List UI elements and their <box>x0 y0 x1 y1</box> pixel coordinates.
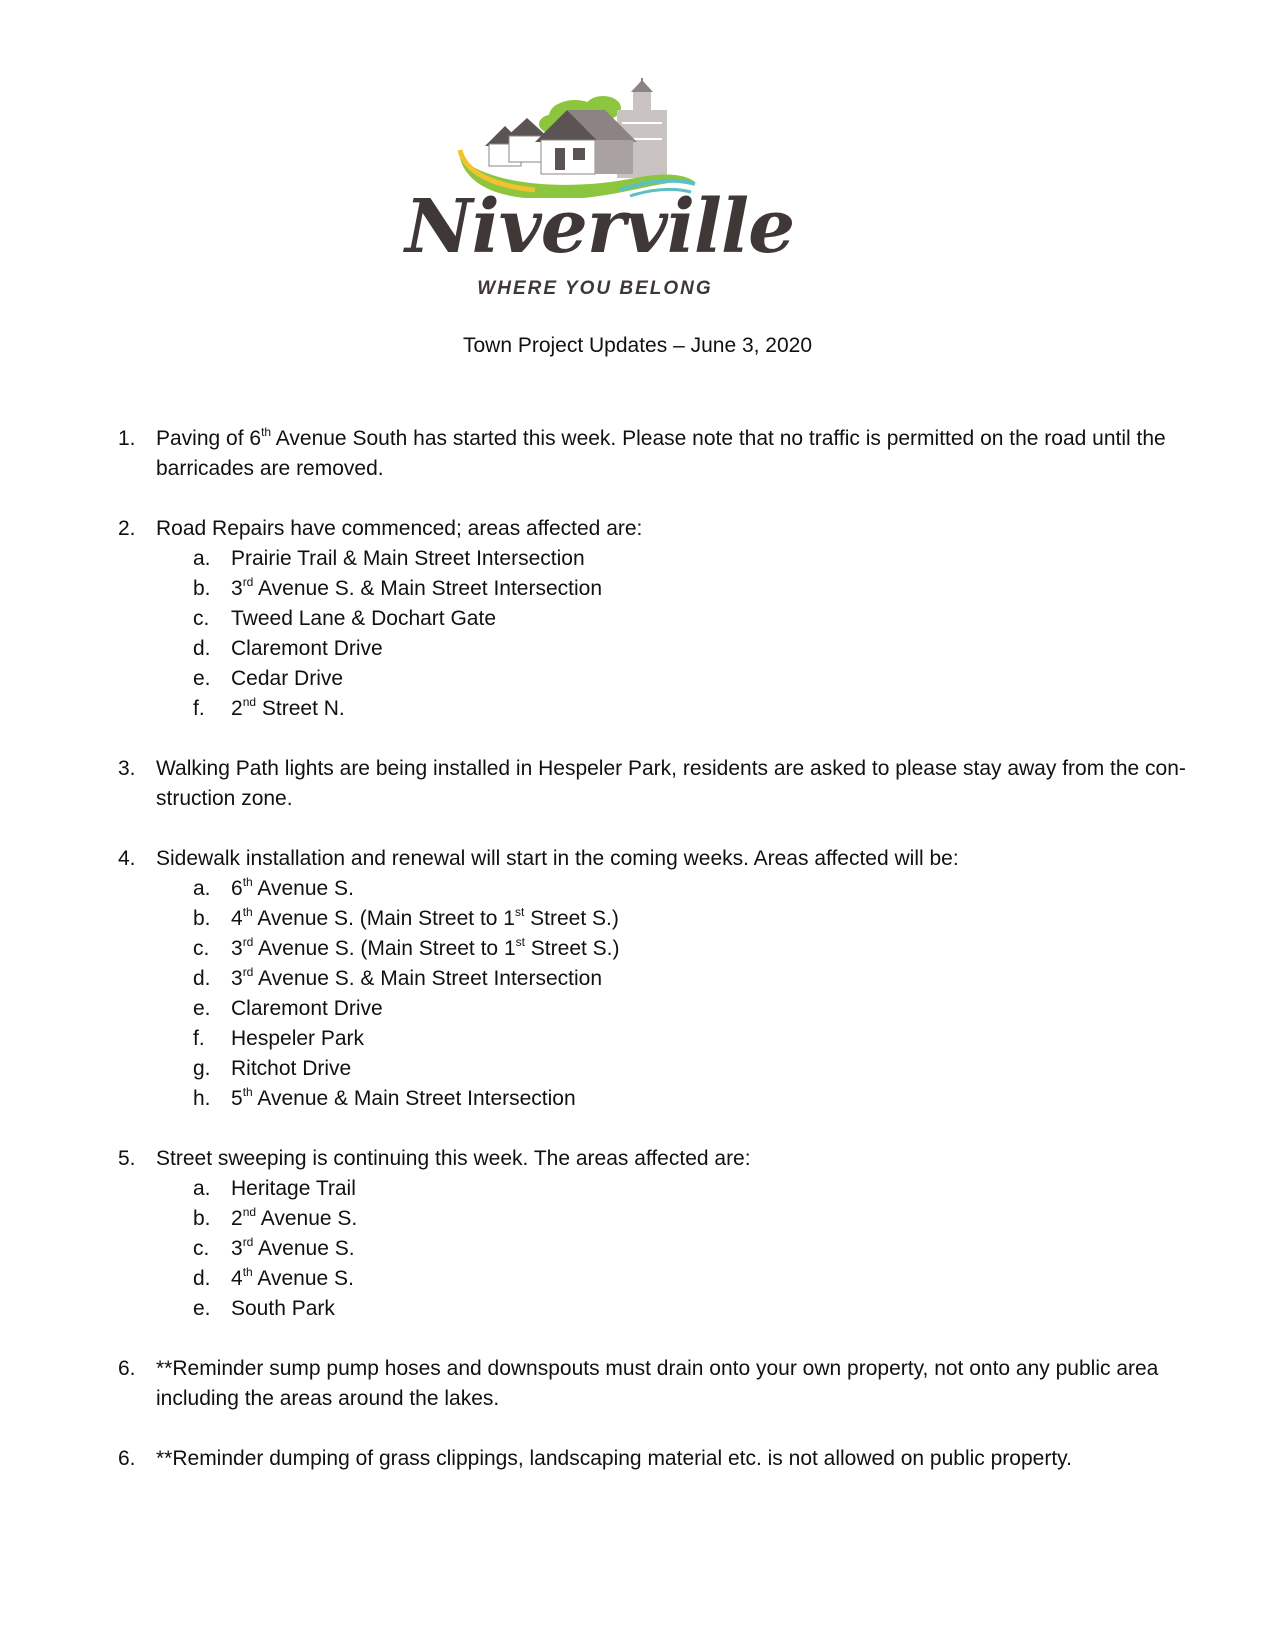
sub-item-text <box>231 877 354 900</box>
item-text-line: **Reminder dumping of grass clippings, landscaping material etc. is not allowed on public property. <box>156 1447 1072 1470</box>
ordinal-suffix: rd <box>242 575 254 589</box>
item-text-line: Sidewalk installation and renewal will start in the coming weeks. Areas affected will be: <box>156 847 959 870</box>
text-segment: Claremont Drive <box>231 637 383 660</box>
item-text-line: Road Repairs have commenced; areas affected are: <box>156 517 643 540</box>
ordinal-suffix: st <box>515 935 525 949</box>
text-segment: 3 <box>231 967 243 990</box>
text-segment: 3 <box>231 577 243 600</box>
item-number: 2. <box>118 517 136 540</box>
item-number: 4. <box>118 847 136 870</box>
item-number: 6. <box>118 1357 136 1380</box>
page-title: Town Project Updates – June 3, 2020 <box>462 334 813 357</box>
ordinal-suffix: st <box>514 905 525 919</box>
text-segment: Cedar Drive <box>231 667 344 690</box>
list-spacer <box>118 1324 1188 1354</box>
ordinal-suffix: rd <box>242 965 254 979</box>
text-segment: Heritage Trail <box>231 1177 356 1200</box>
item-text-continuation: barricades are removed. <box>156 457 384 480</box>
ordinal-suffix: th <box>242 905 253 919</box>
sub-item <box>118 994 1188 1024</box>
sub-item-letter: c. <box>193 1237 210 1260</box>
item-text-line: Walking Path lights are being installed in Hespeler Park, residents are asked to please stay away from the con- <box>156 757 1186 780</box>
sub-item-letter: c. <box>193 937 210 960</box>
ordinal-suffix: th <box>242 1265 253 1279</box>
text-segment: Avenue S. (Main Street to 1 <box>253 937 516 960</box>
sub-item <box>118 664 1188 694</box>
sub-item-text <box>231 1057 351 1080</box>
sub-item <box>118 934 1188 964</box>
text-segment: Hespeler Park <box>231 1027 365 1050</box>
list-spacer <box>118 724 1188 754</box>
item-number: 3. <box>118 757 136 780</box>
sub-item-text <box>231 577 602 600</box>
sub-item <box>118 1174 1188 1204</box>
list-item <box>118 844 1188 874</box>
sub-item <box>118 634 1188 664</box>
list-item <box>118 1354 1188 1414</box>
item-text <box>156 754 1188 814</box>
sub-item-text <box>231 907 619 930</box>
sub-item-letter: b. <box>193 577 211 600</box>
sub-item-letter: a. <box>193 547 211 570</box>
sub-item <box>118 604 1188 634</box>
item-text <box>156 1354 1188 1414</box>
sub-item-letter: g. <box>193 1057 211 1080</box>
item-text <box>156 844 1188 874</box>
sub-item <box>118 874 1188 904</box>
item-number: 6. <box>118 1447 136 1470</box>
sub-item-text <box>231 997 383 1020</box>
sub-item-text <box>231 1267 354 1290</box>
text-segment: Avenue & Main Street Intersection <box>252 1087 576 1110</box>
item-text-line: Street sweeping is continuing this week. The areas affected are: <box>156 1147 751 1170</box>
sub-item-letter: d. <box>193 1267 211 1290</box>
ordinal-suffix: th <box>242 1085 253 1099</box>
sub-item-letter: d. <box>193 967 211 990</box>
sub-item-letter: e. <box>193 667 211 690</box>
ordinal-suffix: th <box>242 875 253 889</box>
text-segment: Street N. <box>256 697 345 720</box>
text-segment: 3 <box>231 937 243 960</box>
list-item <box>118 754 1188 814</box>
text-segment: Tweed Lane & Dochart Gate <box>231 607 496 630</box>
sub-item-text <box>231 697 345 720</box>
sub-item <box>118 904 1188 934</box>
ordinal-suffix: rd <box>242 1235 254 1249</box>
sub-item <box>118 1024 1188 1054</box>
item-text <box>156 1144 1188 1174</box>
project-update-list <box>118 424 1188 1474</box>
list-spacer <box>118 484 1188 514</box>
item-number: 1. <box>118 427 136 450</box>
text-segment: 2 <box>231 1207 243 1230</box>
text-segment: Avenue South has started this week. Please note that no traffic is permitted on the road until the <box>271 427 1166 450</box>
sub-item-letter: b. <box>193 1207 211 1230</box>
item-text <box>156 1444 1188 1474</box>
list-item <box>118 514 1188 544</box>
ordinal-suffix: rd <box>242 935 254 949</box>
ordinal-suffix: nd <box>242 695 257 709</box>
text-segment: Avenue S. (Main Street to 1 <box>252 907 515 930</box>
sub-item-letter: b. <box>193 907 211 930</box>
sub-item-text <box>231 1027 364 1050</box>
sub-item <box>118 1054 1188 1084</box>
village-icon <box>405 78 785 198</box>
list-item <box>118 1144 1188 1174</box>
item-text <box>156 514 1188 544</box>
text-segment: Avenue S. <box>256 1207 358 1230</box>
sub-item-letter: c. <box>193 607 210 630</box>
text-segment: Claremont Drive <box>231 997 383 1020</box>
list-spacer <box>118 1414 1188 1444</box>
item-text-continuation: struction zone. <box>156 787 293 810</box>
sub-item <box>118 1234 1188 1264</box>
sub-item-text <box>231 1177 356 1200</box>
sub-item-text <box>231 1087 576 1110</box>
text-segment: 2 <box>231 697 243 720</box>
list-spacer <box>118 814 1188 844</box>
sub-item <box>118 964 1188 994</box>
item-text <box>156 424 1188 484</box>
sub-item-letter: e. <box>193 1297 211 1320</box>
text-segment: South Park <box>231 1297 335 1320</box>
item-number: 5. <box>118 1147 136 1170</box>
sub-item-text <box>231 1297 335 1320</box>
sub-item-text <box>231 1207 357 1230</box>
ordinal-suffix: th <box>261 425 272 439</box>
sub-item-letter: f. <box>193 697 205 720</box>
sub-item <box>118 1204 1188 1234</box>
text-segment: Avenue S. & Main Street Intersection <box>253 577 603 600</box>
text-segment: Prairie Trail & Main Street Intersection <box>231 547 585 570</box>
text-segment: Ritchot Drive <box>231 1057 352 1080</box>
text-segment: 5 <box>231 1087 243 1110</box>
text-segment: Street S.) <box>524 937 620 960</box>
text-segment: Avenue S. <box>252 877 354 900</box>
item-text-continuation: including the areas around the lakes. <box>156 1387 500 1410</box>
item-text-line: **Reminder sump pump hoses and downspouts must drain onto your own property, not onto any public area <box>156 1357 1159 1380</box>
list-spacer <box>118 1114 1188 1144</box>
text-segment: 4 <box>231 907 243 930</box>
sub-item-letter: d. <box>193 637 211 660</box>
text-segment: Avenue S. <box>252 1267 354 1290</box>
sub-item-letter: e. <box>193 997 211 1020</box>
logo-tagline: WHERE YOU BELONG <box>477 278 713 299</box>
sub-item-letter: a. <box>193 1177 211 1200</box>
text-segment: Street S.) <box>524 907 619 930</box>
sub-item-text <box>231 547 585 570</box>
text-segment: Paving of 6 <box>156 427 262 450</box>
sub-item-text <box>231 1237 355 1260</box>
text-segment: Avenue S. <box>253 1237 355 1260</box>
sub-item <box>118 574 1188 604</box>
sub-item-text <box>231 937 620 960</box>
logo-wordmark: Niverville <box>405 184 795 270</box>
sub-item <box>118 544 1188 574</box>
niverville-logo <box>405 78 795 299</box>
list-item <box>118 1444 1188 1474</box>
sub-item <box>118 1264 1188 1294</box>
sub-item <box>118 694 1188 724</box>
sub-item-text <box>231 667 343 690</box>
sub-item <box>118 1084 1188 1114</box>
ordinal-suffix: nd <box>242 1205 257 1219</box>
sub-item-letter: h. <box>193 1087 211 1110</box>
sub-item-text <box>231 637 383 660</box>
text-segment: Avenue S. & Main Street Intersection <box>253 967 603 990</box>
sub-item-text <box>231 967 602 990</box>
text-segment: 6 <box>231 877 243 900</box>
sub-item-text <box>231 607 496 630</box>
list-item <box>118 424 1188 484</box>
sub-item <box>118 1294 1188 1324</box>
sub-item-letter: f. <box>193 1027 205 1050</box>
text-segment: 4 <box>231 1267 243 1290</box>
sub-item-letter: a. <box>193 877 211 900</box>
text-segment: 3 <box>231 1237 243 1260</box>
